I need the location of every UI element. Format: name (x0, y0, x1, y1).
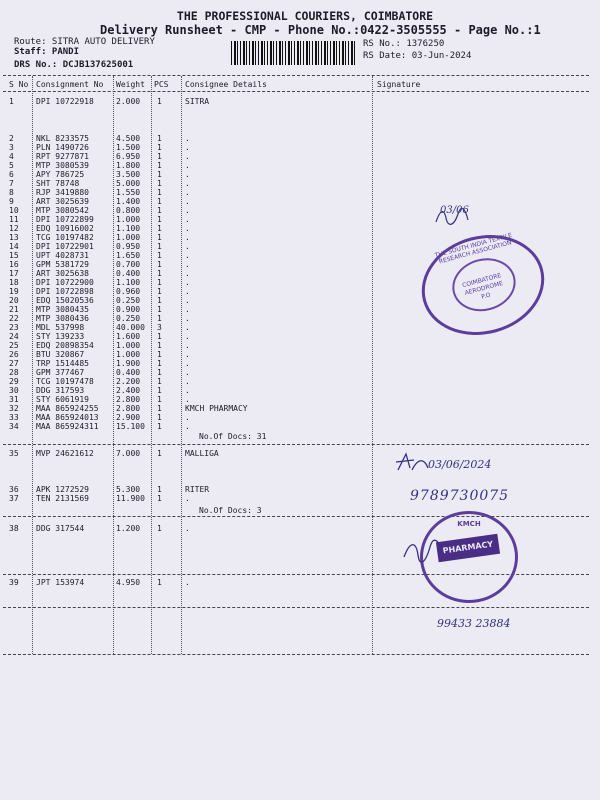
row-details: . (185, 395, 190, 404)
row-weight: 2.800 (116, 395, 141, 404)
row-weight: 0.800 (116, 206, 141, 215)
row-sno: 32 (9, 404, 19, 413)
table-row (0, 170, 600, 179)
row-sno: 14 (9, 242, 19, 251)
row-pcs: 1 (157, 179, 162, 188)
row-pcs: 1 (157, 377, 162, 386)
row-details: . (185, 197, 190, 206)
row-pcs: 1 (157, 269, 162, 278)
row-pcs: 1 (157, 359, 162, 368)
row-consignment: APY 786725 (36, 170, 85, 179)
row-weight: 0.400 (116, 269, 141, 278)
row-weight: 2.800 (116, 404, 141, 413)
table-row (0, 179, 600, 188)
row-details: . (185, 278, 190, 287)
row-consignment: DDG 317593 (36, 386, 85, 395)
col-header-signature: Signature (377, 80, 421, 89)
stamp-top-text: KMCH (457, 520, 481, 528)
row-pcs: 1 (157, 449, 162, 458)
row-consignment: EDQ 20898354 (36, 341, 94, 350)
row-consignment: SHT 78748 (36, 179, 80, 188)
row-pcs: 1 (157, 578, 162, 587)
row-weight: 2.400 (116, 386, 141, 395)
row-weight: 6.950 (116, 152, 141, 161)
col-header-consignment: Consignment No (36, 80, 104, 89)
row-consignment: MAA 865924311 (36, 422, 99, 431)
row-consignment: GPM 5381729 (36, 260, 89, 269)
table-row (0, 395, 600, 404)
table-row (0, 197, 600, 206)
col-header-pcs: PCS (154, 80, 169, 89)
row-sno: 19 (9, 287, 19, 296)
row-sno: 39 (9, 578, 19, 587)
row-weight: 2.900 (116, 413, 141, 422)
row-sno: 29 (9, 377, 19, 386)
row-sno: 31 (9, 395, 19, 404)
table-row (0, 413, 600, 422)
row-consignment: EDQ 10916002 (36, 224, 94, 233)
row-consignment: DPI 10722901 (36, 242, 94, 251)
row-sno: 9 (9, 197, 14, 206)
row-details: . (185, 305, 190, 314)
row-weight: 4.500 (116, 134, 141, 143)
row-details: . (185, 188, 190, 197)
row-consignment: MTP 3080542 (36, 206, 89, 215)
row-sno: 6 (9, 170, 14, 179)
drs-number: DRS No.: DCJB137625001 (14, 60, 134, 70)
row-weight: 1.650 (116, 251, 141, 260)
row-details: . (185, 224, 190, 233)
row-consignment: UPT 4028731 (36, 251, 89, 260)
row-pcs: 1 (157, 278, 162, 287)
row-pcs: 1 (157, 350, 162, 359)
stamp-center-band: PHARMACY (436, 534, 500, 562)
table-row (0, 386, 600, 395)
row-sno: 8 (9, 188, 14, 197)
table-row (0, 368, 600, 377)
row-weight: 1.000 (116, 215, 141, 224)
row-weight: 1.000 (116, 341, 141, 350)
row-sno: 30 (9, 386, 19, 395)
row-weight: 1.000 (116, 233, 141, 242)
row-sno: 1 (9, 97, 14, 106)
table-row (0, 377, 600, 386)
group-rule (3, 654, 589, 655)
row-details: MALLIGA (185, 449, 219, 458)
row-pcs: 1 (157, 197, 162, 206)
row-weight: 1.100 (116, 224, 141, 233)
row-consignment: MDL 537998 (36, 323, 85, 332)
row-details: . (185, 413, 190, 422)
row-sno: 3 (9, 143, 14, 152)
handwritten-date: 03/06 (440, 205, 469, 216)
row-details: . (185, 269, 190, 278)
row-sno: 22 (9, 314, 19, 323)
rs-date: RS Date: 03-Jun-2024 (363, 51, 472, 61)
table-row (0, 134, 600, 143)
row-consignment: DPI 10722899 (36, 215, 94, 224)
group-rule (3, 444, 589, 445)
row-consignment: DPI 10722898 (36, 287, 94, 296)
table-row (0, 485, 600, 494)
row-sno: 18 (9, 278, 19, 287)
row-weight: 1.550 (116, 188, 141, 197)
handwritten-date: 03/06/2024 (428, 458, 492, 471)
row-consignment: MAA 865924255 (36, 404, 99, 413)
table-row (0, 152, 600, 161)
row-pcs: 1 (157, 152, 162, 161)
row-sno: 35 (9, 449, 19, 458)
row-weight: 7.000 (116, 449, 141, 458)
row-sno: 13 (9, 233, 19, 242)
row-details: . (185, 359, 190, 368)
row-details: . (185, 422, 190, 431)
row-details: RITER (185, 485, 210, 494)
header-rule-top (3, 75, 589, 76)
row-weight: 1.800 (116, 161, 141, 170)
row-weight: 5.300 (116, 485, 141, 494)
row-consignment: MVP 24621612 (36, 449, 94, 458)
row-consignment: ART 3025639 (36, 197, 89, 206)
row-sno: 25 (9, 341, 19, 350)
row-consignment: DPI 10722918 (36, 97, 94, 106)
row-sno: 38 (9, 524, 19, 533)
row-sno: 37 (9, 494, 19, 503)
row-consignment: MTP 3080436 (36, 314, 89, 323)
table-row (0, 359, 600, 368)
row-pcs: 1 (157, 161, 162, 170)
row-weight: 0.400 (116, 368, 141, 377)
row-sno: 28 (9, 368, 19, 377)
row-details: . (185, 323, 190, 332)
stamp-ring-text: THE SOUTH INDIA TEXTILE RESEARCH ASSOCIATION (434, 231, 513, 266)
col-header-weight: Weight (116, 80, 145, 89)
col-header-sno: S No (9, 80, 29, 89)
handwritten-phone: 99433 23884 (437, 617, 511, 630)
row-weight: 1.400 (116, 197, 141, 206)
row-pcs: 1 (157, 215, 162, 224)
row-sno: 4 (9, 152, 14, 161)
row-consignment: APK 1272529 (36, 485, 89, 494)
row-consignment: EDQ 15020536 (36, 296, 94, 305)
row-pcs: 1 (157, 296, 162, 305)
signature-scribble-icon (400, 535, 448, 565)
row-weight: 0.250 (116, 296, 141, 305)
row-pcs: 1 (157, 524, 162, 533)
row-consignment: RPT 9277871 (36, 152, 89, 161)
header-rule-bottom (3, 91, 589, 92)
row-weight: 1.100 (116, 278, 141, 287)
row-pcs: 1 (157, 422, 162, 431)
row-sno: 24 (9, 332, 19, 341)
table-row (0, 143, 600, 152)
row-pcs: 1 (157, 287, 162, 296)
row-sno: 36 (9, 485, 19, 494)
row-sno: 11 (9, 215, 19, 224)
row-consignment: JPT 153974 (36, 578, 85, 587)
handwritten-phone: 9789730075 (410, 488, 510, 504)
row-weight: 2.000 (116, 97, 141, 106)
row-pcs: 1 (157, 143, 162, 152)
row-details: . (185, 251, 190, 260)
table-row (0, 494, 600, 503)
row-pcs: 3 (157, 323, 162, 332)
row-consignment: STY 6061919 (36, 395, 89, 404)
row-details: . (185, 494, 190, 503)
row-sno: 16 (9, 260, 19, 269)
row-weight: 40.000 (116, 323, 145, 332)
row-pcs: 1 (157, 404, 162, 413)
row-consignment: GPM 377467 (36, 368, 85, 377)
row-details: . (185, 152, 190, 161)
row-consignment: MTP 3080539 (36, 161, 89, 170)
row-details: . (185, 242, 190, 251)
row-weight: 1.900 (116, 359, 141, 368)
row-details: . (185, 215, 190, 224)
row-consignment: TCG 10197478 (36, 377, 94, 386)
row-sno: 17 (9, 269, 19, 278)
table-row (0, 449, 600, 458)
row-weight: 11.900 (116, 494, 145, 503)
row-pcs: 1 (157, 251, 162, 260)
row-details: . (185, 170, 190, 179)
row-details: . (185, 341, 190, 350)
row-weight: 1.500 (116, 143, 141, 152)
row-pcs: 1 (157, 233, 162, 242)
signature-scribble-icon (392, 450, 432, 476)
route-label: Route: SITRA AUTO DELIVERY (14, 37, 155, 47)
staff-label: Staff: PANDI (14, 47, 80, 57)
row-pcs: 1 (157, 260, 162, 269)
row-pcs: 1 (157, 314, 162, 323)
row-consignment: DPI 10722900 (36, 278, 94, 287)
table-row (0, 332, 600, 341)
row-sno: 2 (9, 134, 14, 143)
row-details: . (185, 287, 190, 296)
row-pcs: 1 (157, 134, 162, 143)
runsheet-title: Delivery Runsheet - CMP - Phone No.:0422-3505555 - Page No.:1 (100, 23, 541, 37)
row-pcs: 1 (157, 485, 162, 494)
row-details: . (185, 206, 190, 215)
group-total: No.Of Docs: 3 (199, 506, 262, 515)
row-weight: 0.250 (116, 314, 141, 323)
row-details: . (185, 161, 190, 170)
row-weight: 1.600 (116, 332, 141, 341)
row-sno: 7 (9, 179, 14, 188)
row-pcs: 1 (157, 413, 162, 422)
table-row (0, 161, 600, 170)
row-consignment: PLN 1490726 (36, 143, 89, 152)
row-details: . (185, 296, 190, 305)
row-pcs: 1 (157, 395, 162, 404)
row-sno: 26 (9, 350, 19, 359)
col-header-details: Consignee Details (185, 80, 267, 89)
row-weight: 2.200 (116, 377, 141, 386)
row-pcs: 1 (157, 386, 162, 395)
row-sno: 34 (9, 422, 19, 431)
row-pcs: 1 (157, 188, 162, 197)
row-consignment: MAA 865924013 (36, 413, 99, 422)
row-sno: 21 (9, 305, 19, 314)
row-consignment: TEN 2131569 (36, 494, 89, 503)
row-details: . (185, 314, 190, 323)
row-pcs: 1 (157, 368, 162, 377)
row-details: KMCH PHARMACY (185, 404, 248, 413)
table-row (0, 341, 600, 350)
row-pcs: 1 (157, 305, 162, 314)
row-pcs: 1 (157, 170, 162, 179)
row-consignment: DDG 317544 (36, 524, 85, 533)
row-weight: 1.000 (116, 350, 141, 359)
row-details: . (185, 233, 190, 242)
signature-scribble-icon (432, 206, 472, 228)
barcode (231, 41, 357, 65)
row-details: . (185, 368, 190, 377)
group-rule (3, 516, 589, 517)
row-weight: 0.960 (116, 287, 141, 296)
row-sno: 27 (9, 359, 19, 368)
row-details: . (185, 524, 190, 533)
table-row (0, 188, 600, 197)
row-details: . (185, 386, 190, 395)
row-details: . (185, 332, 190, 341)
table-row (0, 350, 600, 359)
row-details: . (185, 143, 190, 152)
row-consignment: NKL 8233575 (36, 134, 89, 143)
row-weight: 0.700 (116, 260, 141, 269)
row-weight: 4.950 (116, 578, 141, 587)
stamp-center-text: COIMBATORE AERODROME P.O (461, 272, 504, 301)
group-rule (3, 607, 589, 608)
table-row (0, 404, 600, 413)
table-row (0, 97, 600, 106)
row-details: SITRA (185, 97, 210, 106)
row-consignment: STY 139233 (36, 332, 85, 341)
row-consignment: RJP 3419880 (36, 188, 89, 197)
row-pcs: 1 (157, 494, 162, 503)
table-row (0, 215, 600, 224)
table-row (0, 206, 600, 215)
row-details: . (185, 377, 190, 386)
row-weight: 0.900 (116, 305, 141, 314)
row-sno: 12 (9, 224, 19, 233)
row-consignment: ART 3025638 (36, 269, 89, 278)
row-pcs: 1 (157, 242, 162, 251)
row-consignment: TCG 10197482 (36, 233, 94, 242)
row-weight: 1.200 (116, 524, 141, 533)
row-details: . (185, 179, 190, 188)
group-total: No.Of Docs: 31 (199, 432, 267, 441)
row-consignment: MTP 3080435 (36, 305, 89, 314)
row-sno: 5 (9, 161, 14, 170)
row-pcs: 1 (157, 341, 162, 350)
rs-number: RS No.: 1376250 (363, 39, 445, 49)
row-consignment: BTU 320867 (36, 350, 85, 359)
row-weight: 3.500 (116, 170, 141, 179)
row-sno: 20 (9, 296, 19, 305)
row-pcs: 1 (157, 206, 162, 215)
row-sno: 23 (9, 323, 19, 332)
row-weight: 0.950 (116, 242, 141, 251)
row-pcs: 1 (157, 224, 162, 233)
row-details: . (185, 134, 190, 143)
row-pcs: 1 (157, 97, 162, 106)
row-sno: 33 (9, 413, 19, 422)
company-title: THE PROFESSIONAL COURIERS, COIMBATORE (176, 9, 434, 23)
row-consignment: TRP 1514485 (36, 359, 89, 368)
row-details: . (185, 578, 190, 587)
row-sno: 10 (9, 206, 19, 215)
row-pcs: 1 (157, 332, 162, 341)
row-details: . (185, 260, 190, 269)
row-sno: 15 (9, 251, 19, 260)
row-weight: 5.000 (116, 179, 141, 188)
row-details: . (185, 350, 190, 359)
table-row (0, 422, 600, 431)
row-weight: 15.100 (116, 422, 145, 431)
